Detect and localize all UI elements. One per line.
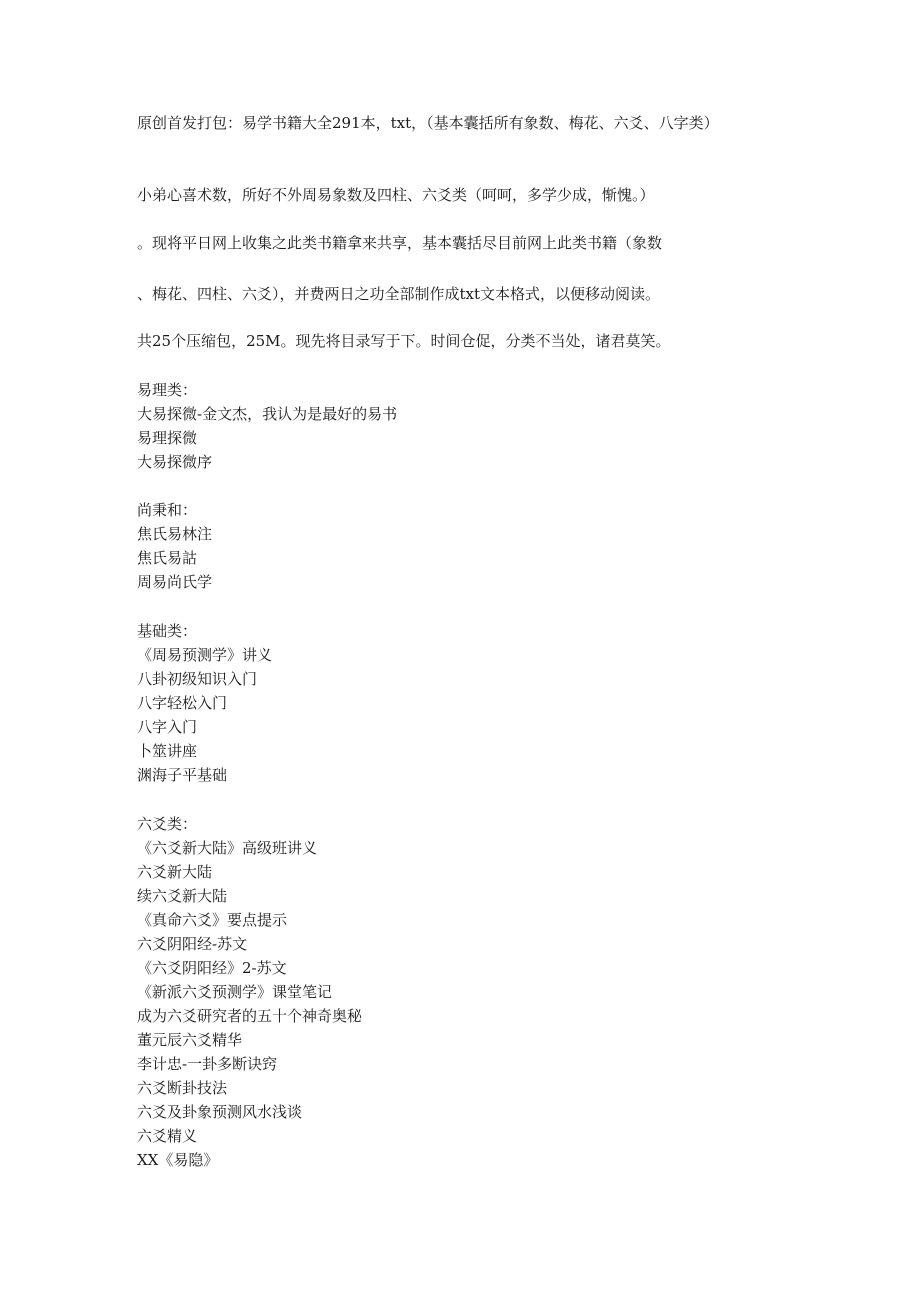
list-item: 《新派六爻预测学》课堂笔记 (137, 983, 333, 1001)
list-item: 大易探微-金文杰，我认为是最好的易书 (137, 405, 398, 423)
intro-paragraph-2: 。现将平日网上收集之此类书籍拿来共享，基本囊括尽目前网上此类书籍（象数 (137, 234, 663, 252)
list-item: 卜筮讲座 (137, 742, 198, 760)
list-item: 八字轻松入门 (137, 694, 228, 712)
list-item: 《六爻阴阳经》2-苏文 (137, 959, 287, 977)
list-item: 董元辰六爻精华 (137, 1031, 243, 1049)
intro-paragraph-1: 小弟心喜术数，所好不外周易象数及四柱、六爻类（呵呵，多学少成，惭愧。） (137, 186, 655, 204)
list-item: 八卦初级知识入门 (137, 670, 258, 688)
document-title: 原创首发打包：易学书籍大全291本，txt，（基本囊括所有象数、梅花、六爻、八字类） (137, 114, 719, 132)
list-item: 李计忠-一卦多断诀窍 (137, 1055, 278, 1073)
intro-paragraph-3: 、梅花、四柱、六爻），并费两日之功全部制作成txt文本格式，以便移动阅读。 (137, 285, 661, 303)
list-item: 六爻新大陆 (137, 863, 213, 881)
list-item: 《真命六爻》要点提示 (137, 911, 288, 929)
section-shangbinghe (137, 498, 212, 594)
section-liuyao (137, 812, 362, 1172)
list-item: 六爻阴阳经-苏文 (137, 935, 248, 953)
list-item: XX《易隐》 (137, 1151, 219, 1169)
list-item: 续六爻新大陆 (137, 887, 228, 905)
list-item: 六爻断卦技法 (137, 1079, 228, 1097)
list-item: 易理探微 (137, 429, 198, 447)
list-item: 周易尚氏学 (137, 573, 213, 591)
list-item: 六爻精义 (137, 1127, 198, 1145)
section-heading: 尚秉和： (137, 501, 198, 519)
intro-paragraph-4: 共25个压缩包，25M。现先将目录写于下。时间仓促，分类不当处，诸君莫笑。 (137, 332, 671, 350)
list-item: 《六爻新大陆》高级班讲义 (137, 839, 318, 857)
list-item: 大易探微序 (137, 453, 213, 471)
section-heading: 易理类： (137, 381, 198, 399)
list-item: 成为六爻研究者的五十个神奇奥秘 (137, 1007, 363, 1025)
section-yili (137, 378, 397, 474)
list-item: 渊海子平基础 (137, 766, 228, 784)
list-item: 《周易预测学》讲义 (137, 646, 273, 664)
list-item: 八字入门 (137, 718, 198, 736)
section-heading: 基础类： (137, 622, 198, 640)
list-item: 六爻及卦象预测风水浅谈 (137, 1103, 303, 1121)
list-item: 焦氏易林注 (137, 525, 213, 543)
list-item: 焦氏易詁 (137, 549, 198, 567)
section-jichu (137, 619, 272, 787)
section-heading: 六爻类： (137, 815, 198, 833)
